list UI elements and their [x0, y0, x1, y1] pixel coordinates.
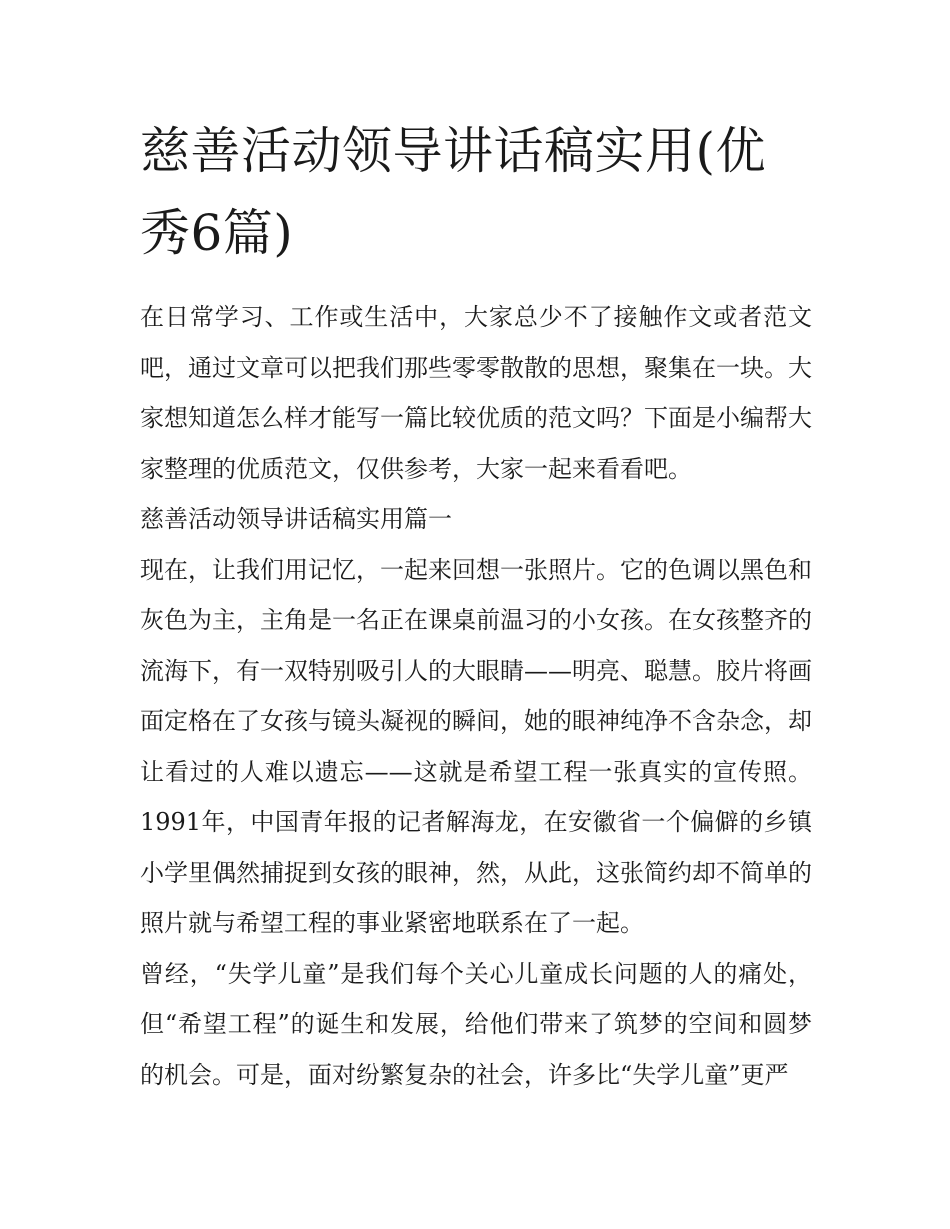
body-paragraph-2: 曾经，“失学儿童”是我们每个关心儿童成长问题的人的痛处，但“希望工程”的诞生和发展，给他们带来了筑梦的空间和圆梦的机会。可是，面对纷繁复杂的社会，许多比“失学儿童”更严 [140, 959, 812, 1089]
intro-paragraph: 在日常学习、工作或生活中，大家总少不了接触作文或者范文吧，通过文章可以把我们那些零零散散的思想，聚集在一块。大家想知道怎么样才能写一篇比较优质的范文吗？下面是小编帮大家整理的优质范文，仅供参考，大家一起来看看吧。 [140, 303, 812, 483]
document-page [140, 110, 812, 1100]
body-paragraph-1: 现在，让我们用记忆，一起来回想一张照片。它的色调以黑色和灰色为主，主角是一名正在课桌前温习的小女孩。在女孩整齐的流海下，有一双特别吸引人的大眼睛——明亮、聪慧。胶片将画面定格在了女孩与镜头凝视的瞬间，她的眼神纯净不含杂念，却让看过的人难以遗忘——这就是希望工程一张真实的宣传照。1991年，中国青年报的记者解海龙，在安徽省一个偏僻的乡镇小学里偶然捕捉到女孩的眼神，然，从此，这张简约却不简单的照片就与希望工程的事业紧密地联系在了一起。 [140, 555, 812, 937]
document-title: 慈善活动领导讲话稿实用(优秀6篇) [140, 122, 767, 262]
section-heading: 慈善活动领导讲话稿实用篇一 [140, 505, 452, 533]
